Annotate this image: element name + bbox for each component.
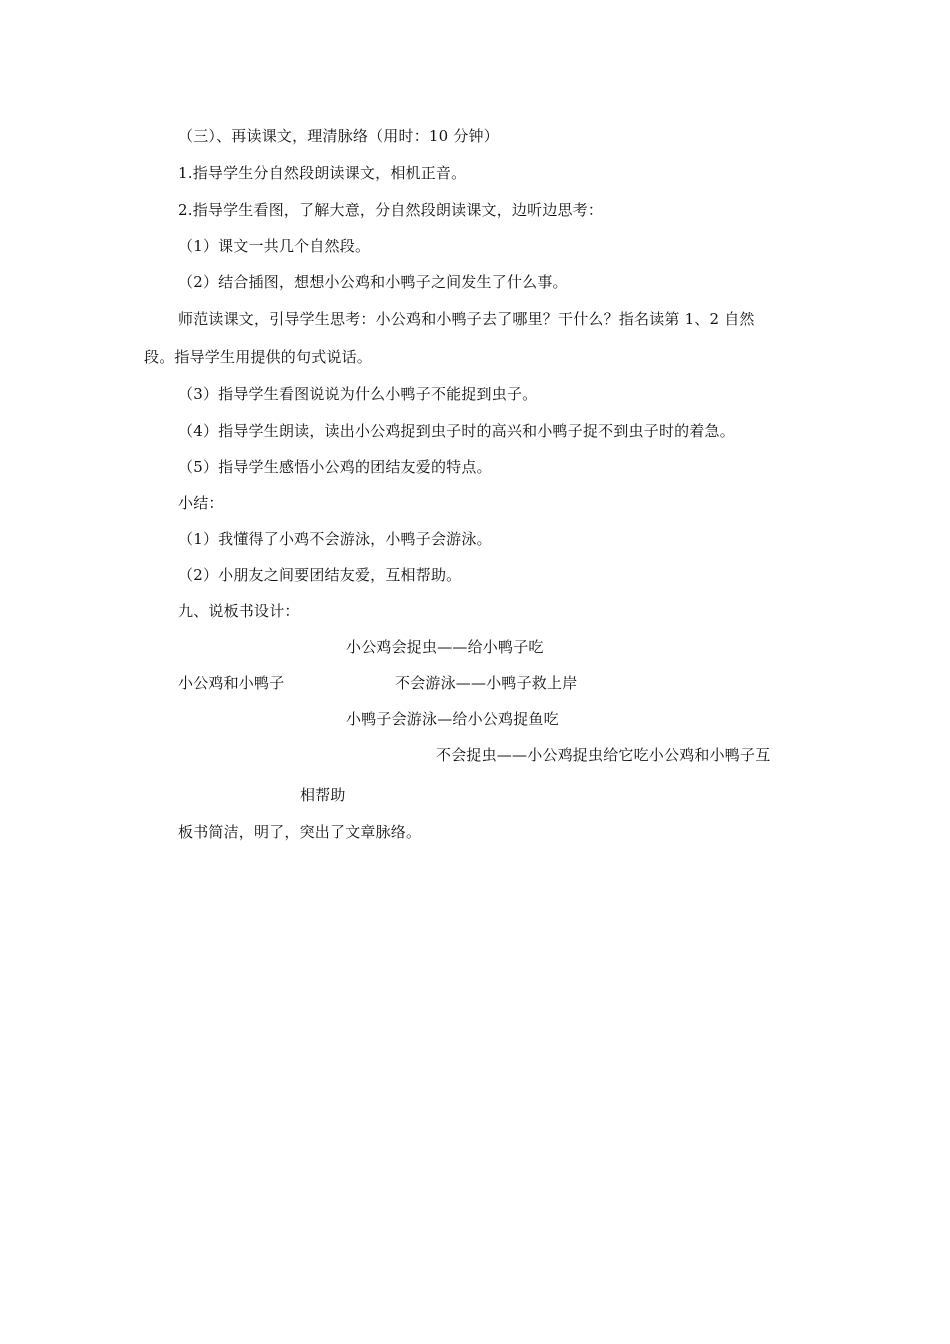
board-heading: 九、说板书设计： — [178, 602, 300, 620]
summary-2: （2）小朋友之间要团结友爱，互相帮助。 — [178, 566, 462, 584]
board-title: 小公鸡和小鸭子 — [178, 674, 285, 692]
question-1: （1）课文一共几个自然段。 — [178, 237, 371, 255]
teacher-reading-line-1: 师范读课文，引导学生思考：小公鸡和小鸭子去了哪里？干什么？指名读第 1、2 自然 — [178, 310, 755, 328]
conclusion: 板书简洁，明了，突出了文章脉络。 — [178, 823, 422, 841]
summary-label: 小结： — [178, 494, 224, 512]
question-5: （5）指导学生感悟小公鸡的团结友爱的特点。 — [178, 458, 492, 476]
question-2: （2）结合插图，想想小公鸡和小鸭子之间发生了什么事。 — [178, 273, 568, 291]
board-row-1: 小公鸡会捉虫——给小鸭子吃 — [346, 638, 544, 656]
step-1: 1.指导学生分自然段朗读课文，相机正音。 — [178, 164, 467, 182]
question-3: （3）指导学生看图说说为什么小鸭子不能捉到虫子。 — [178, 385, 538, 403]
teacher-reading-line-2: 段。指导学生用提供的句式说话。 — [144, 348, 373, 366]
board-row-2: 不会游泳——小鸭子救上岸 — [395, 674, 578, 692]
board-row-5: 相帮助 — [300, 786, 346, 804]
board-row-3: 小鸭子会游泳—给小公鸡捉鱼吃 — [346, 710, 559, 728]
section-heading: （三）、再读课文，理清脉络（用时：10 分钟） — [178, 127, 499, 145]
summary-1: （1）我懂得了小鸡不会游泳，小鸭子会游泳。 — [178, 530, 492, 548]
step-2: 2.指导学生看图，了解大意，分自然段朗读课文，边听边思考： — [178, 201, 604, 219]
board-row-4: 不会捉虫——小公鸡捉虫给它吃小公鸡和小鸭子互 — [436, 746, 771, 764]
question-4: （4）指导学生朗读，读出小公鸡捉到虫子时的高兴和小鸭子捉不到虫子时的着急。 — [178, 422, 735, 440]
